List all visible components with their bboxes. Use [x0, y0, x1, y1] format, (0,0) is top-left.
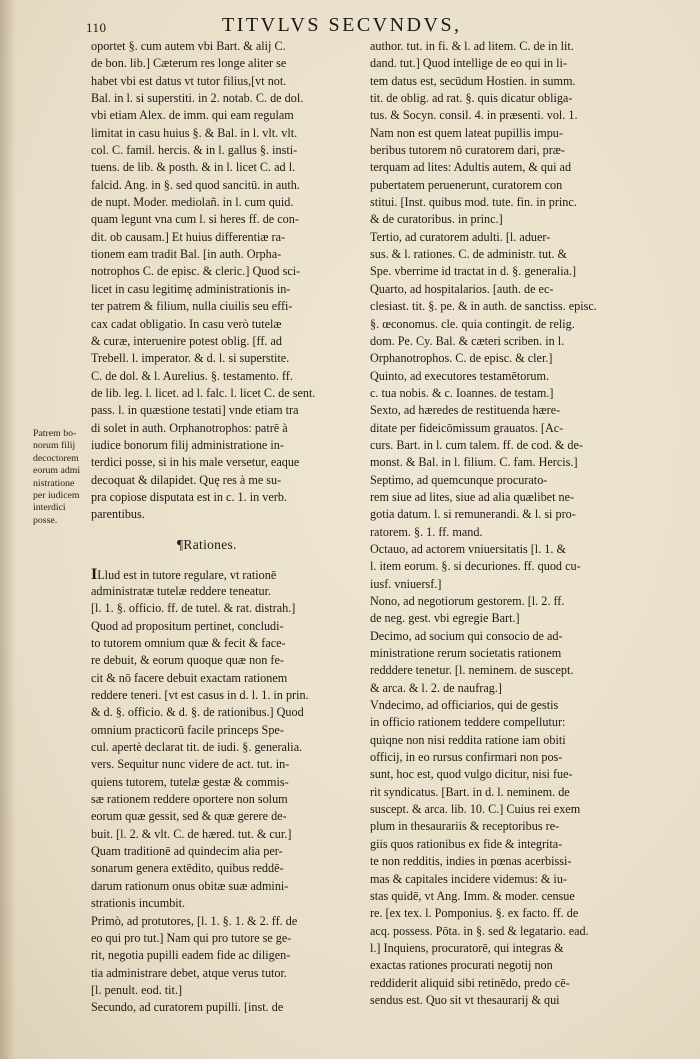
- text-line: pass. l. in quæstione testati] vnde etiam tra: [91, 403, 299, 418]
- text-line: curs. Bart. in l. cum talem. ff. de cod. & de-: [370, 437, 583, 452]
- text-line: Orphanotrophos. C. de episc. & cler.]: [370, 351, 553, 366]
- text-line: & de curatoribus. in princ.]: [370, 212, 503, 227]
- margin-note-line: decoctorem: [33, 452, 79, 464]
- text-line: author. tut. in fi. & l. ad litem. C. de in lit.: [370, 39, 574, 53]
- text-line: officij, in eo rursus confirmari non pos-: [370, 750, 563, 765]
- text-line: Quinto, ad executores testamētorum.: [370, 368, 550, 383]
- margin-note-line: per iudicem: [33, 490, 80, 502]
- first-line-with-initial: [91, 566, 359, 583]
- text-line: reddiderit aliquid sibi retinēdo, predo cē-: [370, 975, 570, 990]
- text-line: licet in casu legitimę administrationis in-: [91, 281, 291, 296]
- text-line: rem siue ad lites, siue ad alia quælibet ne-: [370, 489, 575, 504]
- text-line: re. [ex tex. l. Pomponius. §. ex facto. ff. de: [370, 906, 579, 921]
- text-line: te non redditis, indies in pœnas acerbissi-: [370, 854, 572, 869]
- text-line: reddere teneri. [vt est casus in d. l. 1. in prin.: [91, 688, 309, 703]
- text-line: falcid. Ang. in §. sed quod sancitū. in auth.: [91, 177, 300, 192]
- text-line: plum in thesaurariis & receptoribus re-: [370, 819, 560, 834]
- text-line: terquam ad lites: Adultis autem, & qui ad: [370, 160, 572, 175]
- text-line: quam legunt vna cum l. si heres ff. de con-: [91, 212, 299, 227]
- text-line: Decimo, ad socium qui consocio de ad-: [370, 628, 563, 643]
- text-line: Vndecimo, ad officiarios, qui de gestis: [370, 698, 559, 713]
- text-line: vers. Sequitur nunc videre de act. tut. in-: [91, 757, 290, 772]
- text-line: habet vbi est datus vt tutor filius,[vt not.: [91, 73, 287, 88]
- spacer: [91, 556, 359, 566]
- text-line: tit. de oblig. ad rat. §. quis dicatur obliga-: [370, 91, 573, 106]
- margin-note-line: norum filij: [33, 440, 76, 452]
- text-line: parentibus.: [91, 507, 145, 522]
- first-line-rest: Llud est in tutore regulare, vt rationē: [97, 567, 277, 582]
- text-line: giis quos rationibus ex fide & integrita-: [370, 836, 563, 851]
- left-column-text-after: [91, 583, 359, 1017]
- text-line: stas quidē, vt Ang. Imm. & moder. censue: [370, 888, 575, 903]
- text-line: pra copiose disputata est in c. 1. in verb.: [91, 489, 287, 504]
- text-line: in officio rationem teddere compellutur:: [370, 715, 566, 730]
- text-line: Quarto, ad hospitalarios. [auth. de ec-: [370, 281, 554, 296]
- margin-note-line: nistratione: [33, 477, 75, 489]
- text-line: redddere tenetur. [l. neminem. de suscept.: [370, 663, 574, 678]
- text-line: sus. & l. rationes. C. de administr. tut. &: [370, 247, 568, 262]
- text-line: §. œconomus. cle. quia contingit. de relig.: [370, 316, 575, 331]
- text-line: eorum quæ gessit, sed & quæ gerere de-: [91, 809, 287, 824]
- initial-letter: I: [91, 565, 98, 583]
- text-line: Nam non est quem lateat pupillis impu-: [370, 125, 563, 140]
- text-line: sunt, hoc est, quod vulgo dicitur, nisi fue-: [370, 767, 573, 782]
- text-line: vbi etiam Alex. de imm. qui eam regulam: [91, 108, 294, 123]
- running-title: TITVLVS SECVNDVS,: [222, 14, 462, 36]
- text-line: tuens. de lib. & posth. & in l. licet C. ad l.: [91, 160, 296, 175]
- text-line: tia administrare debet, atque verus tutor.: [91, 965, 287, 980]
- margin-note-line: Patrem bo-: [33, 428, 77, 439]
- text-line: exactas rationes procurati negotij non: [370, 958, 553, 973]
- text-line: rit syndicatus. [Bart. in d. l. neminem. de: [370, 784, 570, 799]
- text-line: dand. tut.] Quod intellige de eo qui in li-: [370, 56, 567, 71]
- text-line: Primò, ad protutores, [l. 1. §. 1. & 2. ff. de: [91, 913, 298, 928]
- text-line: eo qui pro tut.] Nam qui pro tutore se ge-: [91, 930, 292, 945]
- text-line: tus. & Socyn. consil. 4. in præsenti. vol. 1.: [370, 108, 578, 123]
- text-line: & curæ, interuenire potest oblig. [ff. ad: [91, 333, 283, 348]
- text-line: pubertatem peruenerunt, curatorem con: [370, 177, 563, 192]
- text-line: sonarum genera extēdito, quibus reddē-: [91, 861, 284, 876]
- left-column: [91, 38, 359, 1017]
- text-line: stitui. [Inst. quibus mod. tute. fin. in princ.: [370, 195, 577, 210]
- text-line: ter patrem & filium, nulla ciuilis seu effi-: [91, 299, 293, 314]
- text-line: sæ rationem reddere oportere non solum: [91, 792, 288, 807]
- text-line: cul. apertè declarat tit. de iudi. §. generalia.: [91, 740, 303, 755]
- text-line: ratorem. §. 1. ff. mand.: [370, 524, 483, 539]
- margin-note: [33, 428, 93, 527]
- text-line: Septimo, ad quemcunque procurato-: [370, 472, 548, 487]
- text-line: C. de dol. & l. Aurelius. §. testamento. ff.: [91, 368, 293, 383]
- text-line: Spe. vberrime id tractat in d. §. generalia.]: [370, 264, 577, 279]
- text-line: Sexto, ad hæredes de restituenda hære-: [370, 403, 561, 418]
- page-gutter-shadow: [0, 0, 16, 1059]
- text-line: limitat in casu huius §. & Bal. in l. vlt. vlt.: [91, 125, 298, 140]
- text-line: de neg. gest. vbi egregie Bart.]: [370, 611, 520, 626]
- text-line: decoquat & dilapidet. Quę res à me su-: [91, 472, 282, 487]
- section-heading: ¶Rationes.: [177, 536, 237, 552]
- page-number: 110: [86, 20, 107, 35]
- margin-note-line: posse.: [33, 514, 58, 526]
- spacer: [91, 524, 359, 534]
- text-line: Secundo, ad curatorem pupilli. [inst. de: [91, 1000, 284, 1015]
- text-line: terdici posse, si in his male versetur, eaque: [91, 455, 300, 470]
- text-line: mas & capitales incidere videmus: & iu-: [370, 871, 567, 886]
- text-line: iusf. vniuersf.]: [370, 576, 442, 591]
- text-line: omnium practicorū facile princeps Spe-: [91, 722, 284, 737]
- text-line: l. item eorum. §. si decuriones. ff. quod cu-: [370, 559, 581, 574]
- right-column: [370, 38, 636, 1009]
- text-line: rit, negotia pupilli eadem fide ac diligen-: [91, 948, 291, 963]
- margin-note-line: eorum admi: [33, 465, 81, 477]
- text-line: de bon. lib.] Cæterum res longe aliter se: [91, 56, 287, 71]
- text-line: oportet §. cum autem vbi Bart. & alij C.: [91, 39, 286, 53]
- text-line: sendus est. Quo sit vt thesaurarij & qui: [370, 992, 560, 1007]
- text-line: quiens tutorem, tutelæ gestæ & commis-: [91, 774, 289, 789]
- text-line: Trebell. l. imperator. & d. l. si superstite.: [91, 351, 290, 366]
- text-line: dit. ob causam.] Et huius differentiæ ra-: [91, 229, 286, 244]
- text-line: re debuit, & eorum quoque quæ non fe-: [91, 653, 284, 668]
- text-line: de lib. leg. l. licet. ad l. falc. l. licet C. de sent.: [91, 385, 316, 400]
- text-line: ministratione rerum societatis rationem: [370, 646, 562, 661]
- text-line: c. tua nobis. & c. Ioannes. de testam.]: [370, 385, 554, 400]
- right-column-text: [370, 38, 636, 1009]
- text-line: clesiast. tit. §. pe. & in auth. de sanctiss. episc.: [370, 299, 597, 314]
- text-line: quiqne non nisi reddita ratione iam obiti: [370, 732, 566, 747]
- text-line: tionem eam tradit Bal. [in auth. Orpha-: [91, 247, 282, 262]
- text-line: suscept. & arca. lib. 10. C.] Cuius rei exem: [370, 802, 581, 817]
- text-line: de nupt. Moder. mediolañ. in l. cum quid.: [91, 195, 294, 210]
- text-line: dom. Pe. Cy. Bal. & cæteri scriben. in l.: [370, 333, 565, 348]
- page-header: [0, 12, 700, 36]
- text-line: & d. §. officio. & d. §. de rationibus.] Quod: [91, 705, 304, 720]
- left-column-text-before: [91, 38, 359, 524]
- text-line: cax cadat obligatio. In casu verò tutelæ: [91, 316, 282, 331]
- text-line: & arca. & l. 2. de naufrag.]: [370, 680, 502, 695]
- text-line: [l. 1. §. officio. ff. de tutel. & rat. distrah.]: [91, 601, 296, 616]
- text-line: notrophos C. de episc. & cleric.] Quod sci-: [91, 264, 301, 279]
- text-line: l.] Inquiens, procuratorē, qui integras &: [370, 940, 564, 955]
- text-line: monst. & Bal. in l. filium. C. fam. Hercis.]: [370, 455, 578, 470]
- text-line: gotia datum. l. si remunerandi. & l. si pro-: [370, 507, 576, 522]
- text-line: Octauo, ad actorem vniuersitatis [l. 1. &: [370, 541, 566, 556]
- text-line: di solet in auth. Orphanotrophos: patrē à: [91, 420, 288, 435]
- text-line: beribus tutorem nō curatorem dari, præ-: [370, 143, 565, 158]
- text-line: buit. [l. 2. & vlt. C. de hæred. tut. & cur.]: [91, 826, 292, 841]
- text-line: darum rationum onus obitæ suæ admini-: [91, 878, 289, 893]
- margin-note-line: interdici: [33, 502, 66, 514]
- text-line: Tertio, ad curatorem adulti. [l. aduer-: [370, 229, 551, 244]
- text-line: strationis incumbit.: [91, 896, 186, 911]
- text-line: administratæ tutelæ reddere teneatur.: [91, 583, 272, 598]
- text-line: tem datus est, secūdum Hostien. in summ.: [370, 73, 576, 88]
- text-line: [l. penult. eod. tit.]: [91, 982, 183, 997]
- text-line: Quam traditionē ad quindecim alia per-: [91, 844, 283, 859]
- text-line: cit & nō facere debuit exactam rationem: [91, 670, 288, 685]
- text-line: ditate per fideicōmissum grauatos. [Ac-: [370, 420, 564, 435]
- text-line: Quod ad propositum pertinet, concludi-: [91, 618, 284, 633]
- text-line: Bal. in l. si superstiti. in 2. notab. C. de dol.: [91, 91, 304, 106]
- text-line: acq. possess. Pōta. in §. sed & legatario. ead.: [370, 923, 589, 938]
- text-line: Nono, ad negotiorum gestorem. [l. 2. ff.: [370, 594, 565, 608]
- text-line: to tutorem omnium quæ & fecit & face-: [91, 636, 286, 650]
- text-line: iudice bonorum filij administratione in-: [91, 437, 284, 452]
- text-line: col. C. famil. hercis. & in l. gallus §. insti-: [91, 143, 298, 158]
